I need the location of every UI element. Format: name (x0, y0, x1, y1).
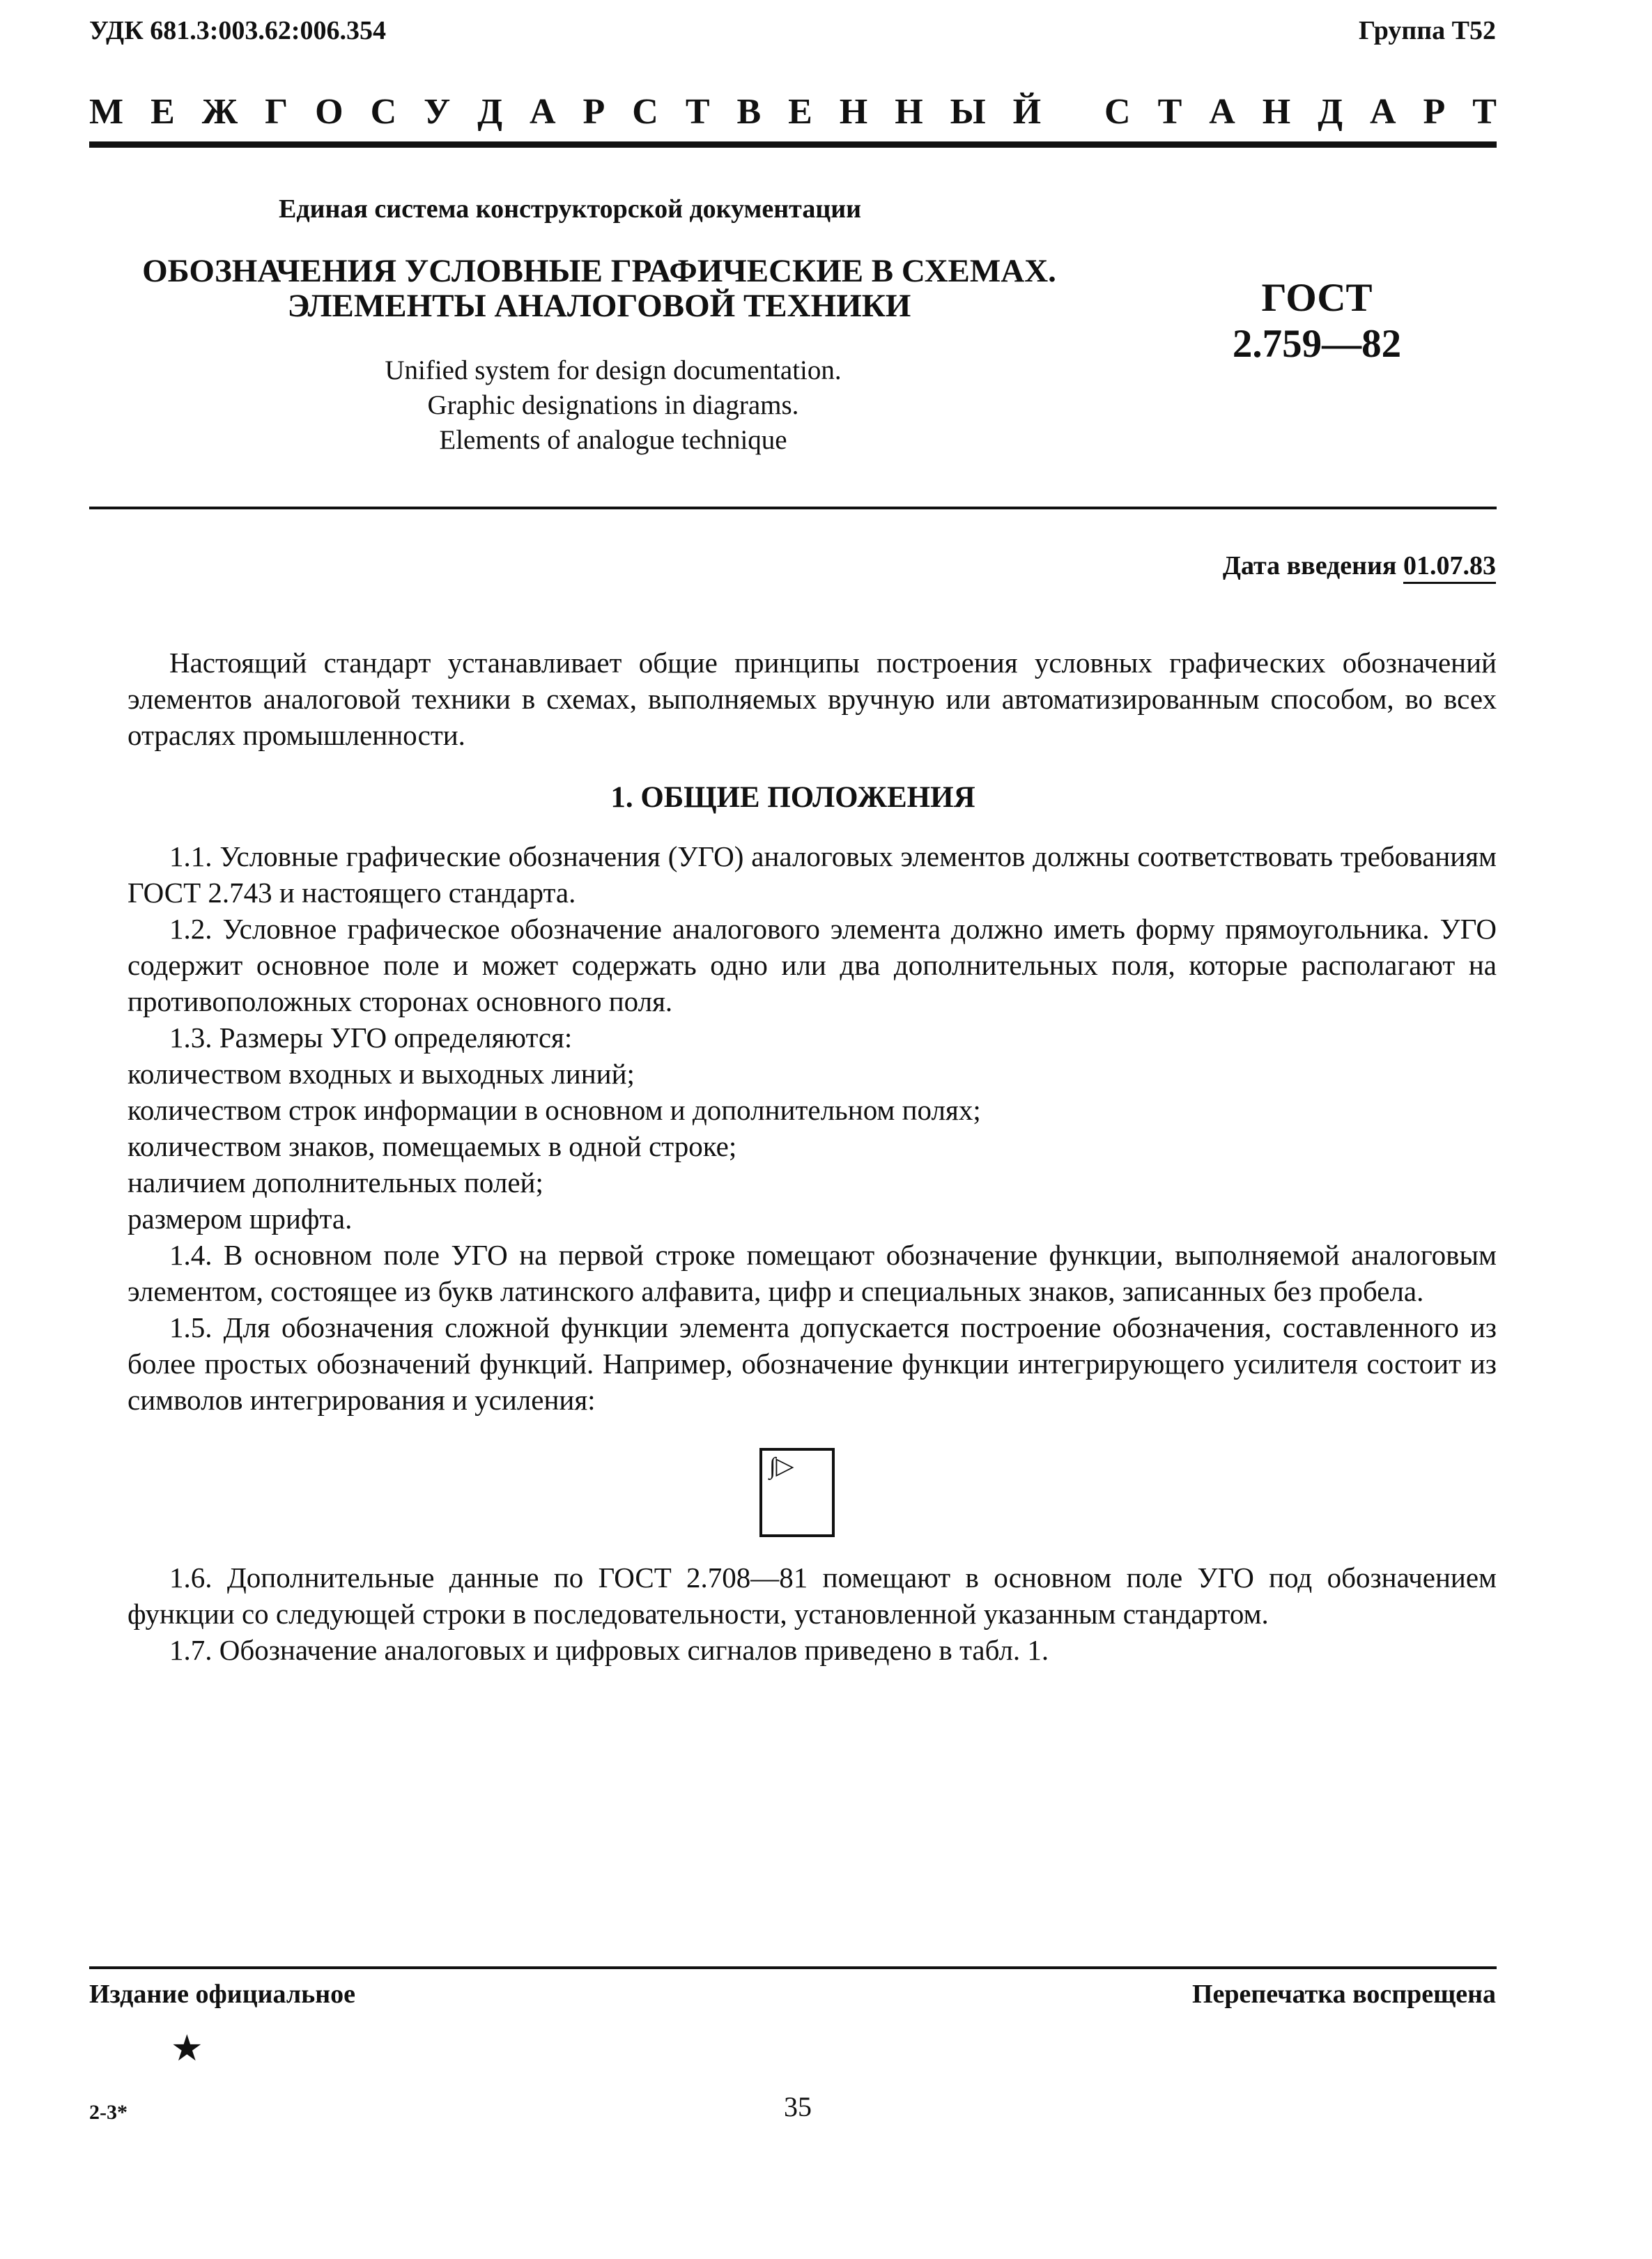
gost-number: 2.759—82 (1232, 321, 1402, 366)
interstate-letter: Н (895, 92, 923, 132)
interstate-letter: Й (1012, 92, 1042, 132)
date-label: Дата введения (1222, 551, 1397, 580)
clause-1-6: 1.6. Дополнительные данные по ГОСТ 2.708—81 помещают в основном поле УГО под обозначением функции со следующей строки в последовательности, установленной указанным стандартом. (128, 1562, 1497, 1630)
section-title: 1. ОБЩИЕ ПОЛОЖЕНИЯ (610, 781, 975, 814)
interstate-letter: Р (1423, 92, 1446, 132)
interstate-letter: Г (265, 92, 288, 132)
interstate-letter: Д (1318, 92, 1343, 132)
sheet-mark: 2-3* (89, 2101, 128, 2124)
interstate-letter: Е (150, 92, 175, 132)
interstate-letter: О (315, 92, 343, 132)
interstate-letter: Т (1157, 92, 1182, 132)
title-en-line-3: Elements of analogue technique (439, 424, 787, 455)
interstate-letter: В (736, 92, 762, 132)
interstate-letter (1068, 94, 1077, 130)
section-body-part-2 (128, 1559, 1497, 1668)
interstate-letter: С (632, 92, 658, 132)
udk-code: УДК 681.3:003.62:006.354 (89, 16, 387, 45)
integrating-amplifier-symbol (759, 1448, 835, 1537)
integrator-amplifier-function-label: ∫▷ (769, 1454, 794, 1479)
clause-1-3: 1.3. Размеры УГО определяются: (169, 1021, 573, 1054)
intro-paragraph: Настоящий стандарт устанавливает общие принципы построения условных графических обозначений элементов аналоговой техники в схемах, выполняемых вручную или автоматизированным способом, во всех отраслях промышленности. (128, 647, 1497, 751)
gost-label: ГОСТ (1261, 276, 1373, 320)
clause-1-4: 1.4. В основном поле УГО на первой строке помещают обозначение функции, выполняемой аналоговым элементом, состоящее из букв латинского алфавита, цифр и специальных знаков, записанных без пробела. (128, 1239, 1497, 1307)
interstate-letter: Т (685, 92, 710, 132)
interstate-letter: Н (1262, 92, 1291, 132)
interstate-letter: Н (839, 92, 868, 132)
date-value: 01.07.83 (1403, 551, 1496, 584)
clause-1-3-item: количеством знаков, помещаемых в одной строке; (128, 1130, 737, 1162)
clause-1-3-item: размером шрифта. (128, 1203, 353, 1235)
interstate-letter: С (370, 92, 397, 132)
interstate-letter: Т (1472, 92, 1497, 132)
clause-1-3-item: количеством строк информации в основном и дополнительном полях; (128, 1094, 981, 1126)
interstate-letter: Ы (950, 92, 986, 132)
gost-designation (1157, 275, 1477, 367)
interstate-letter: С (1104, 92, 1131, 132)
system-title: Единая система конструкторской документации (279, 194, 861, 224)
interstate-letter: А (1369, 92, 1396, 132)
interstate-letter: А (530, 92, 556, 132)
clause-1-3-item: количеством входных и выходных линий; (128, 1058, 635, 1090)
interstate-letter: Д (477, 92, 503, 132)
interstate-standard-heading (89, 94, 1497, 130)
interstate-letter: Е (788, 92, 812, 132)
interstate-letter: А (1209, 92, 1235, 132)
group-code: Группа Т52 (1358, 16, 1496, 45)
header-rule (89, 141, 1497, 148)
introduction-date (1223, 550, 1496, 581)
title-ru-line-2: ЭЛЕМЕНТЫ АНАЛОГОВОЙ ТЕХНИКИ (287, 287, 911, 324)
title-ru-line-1: ОБОЗНАЧЕНИЯ УСЛОВНЫЕ ГРАФИЧЕСКИЕ В СХЕМАХ. (142, 253, 1056, 289)
title-en-line-1: Unified system for design documentation. (385, 355, 842, 385)
document-title-en (209, 353, 1017, 458)
clause-1-7: 1.7. Обозначение аналоговых и цифровых сигналов приведено в табл. 1. (169, 1634, 1049, 1666)
clause-1-5: 1.5. Для обозначения сложной функции элемента допускается построение обозначения, составленного из более простых обозначений функций. Например, обозначение функции интегрирующего усилителя состоит из символов интегрирования и усиления: (128, 1311, 1497, 1416)
section-body-part-1 (128, 838, 1497, 1418)
clause-1-3-item: наличием дополнительных полей; (128, 1166, 543, 1198)
document-title-ru (125, 254, 1073, 324)
page-number: 35 (784, 2091, 812, 2122)
footer-rule (89, 1966, 1497, 1969)
clause-1-1: 1.1. Условные графические обозначения (УГО) аналоговых элементов должны соответствовать требованиям ГОСТ 2.743 и настоящего стандарта. (128, 840, 1497, 909)
interstate-letter: Ж (201, 92, 238, 132)
official-edition-note: Издание официальное (89, 1980, 356, 2009)
star-icon: ★ (171, 2029, 203, 2069)
interstate-letter: Р (582, 92, 605, 132)
interstate-letter: М (89, 92, 124, 132)
title-rule (89, 507, 1497, 509)
reprint-prohibited-note: Перепечатка воспрещена (1191, 1980, 1496, 2009)
title-en-line-2: Graphic designations in diagrams. (427, 390, 799, 420)
clause-1-2: 1.2. Условное графическое обозначение аналогового элемента должно иметь форму прямоугольника. УГО содержит основное поле и может содержать одно или два дополнительных поля, которые располагают на противоположных сторонах основного поля. (128, 913, 1497, 1017)
interstate-letter: У (424, 92, 451, 132)
